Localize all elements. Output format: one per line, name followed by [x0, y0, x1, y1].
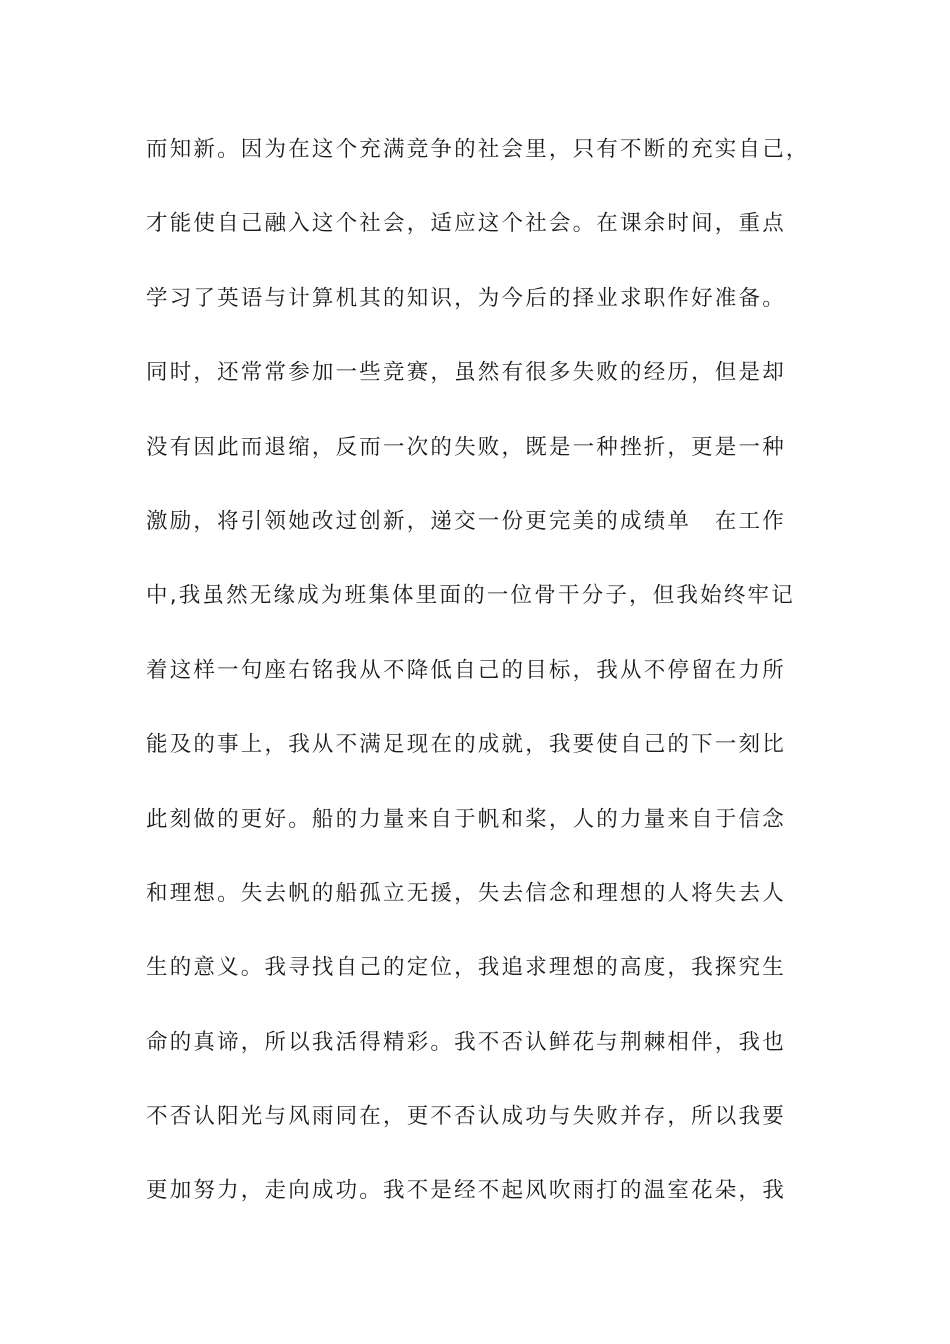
text-line: 和理想。失去帆的船孤立无援，失去信念和理想的人将失去人 [146, 880, 786, 906]
text-line: 着这样一句座右铭我从不降低自己的目标，我从不停留在力所 [146, 657, 786, 683]
text-line: 才能使自己融入这个社会，适应这个社会。在课余时间，重点 [146, 211, 786, 237]
text-line: 学习了英语与计算机其的知识，为今后的择业求职作好准备。 [146, 285, 786, 311]
text-line: 能及的事上，我从不满足现在的成就，我要使自己的下一刻比 [146, 732, 786, 758]
text-line: 更加努力，走向成功。我不是经不起风吹雨打的温室花朵，我 [146, 1178, 786, 1204]
document-body-text [146, 128, 836, 1244]
text-line: 中,我虽然无缘成为班集体里面的一位骨干分子，但我始终牢记 [146, 583, 795, 609]
text-line: 不否认阳光与风雨同在，更不否认成功与失败并存，所以我要 [146, 1104, 786, 1130]
text-line: 激励，将引领她改过创新，递交一份更完美的成绩单 在工作 [146, 508, 786, 534]
text-line: 同时，还常常参加一些竞赛，虽然有很多失败的经历，但是却 [146, 360, 786, 386]
text-line: 此刻做的更好。船的力量来自于帆和桨，人的力量来自于信念 [146, 806, 786, 832]
text-line: 命的真谛，所以我活得精彩。我不否认鲜花与荆棘相伴，我也 [146, 1029, 786, 1055]
text-line: 而知新。因为在这个充满竞争的社会里，只有不断的充实自己， [146, 137, 810, 162]
text-line: 生的意义。我寻找自己的定位，我追求理想的高度，我探究生 [146, 955, 786, 981]
text-line: 没有因此而退缩，反而一次的失败，既是一种挫折，更是一种 [146, 434, 786, 460]
